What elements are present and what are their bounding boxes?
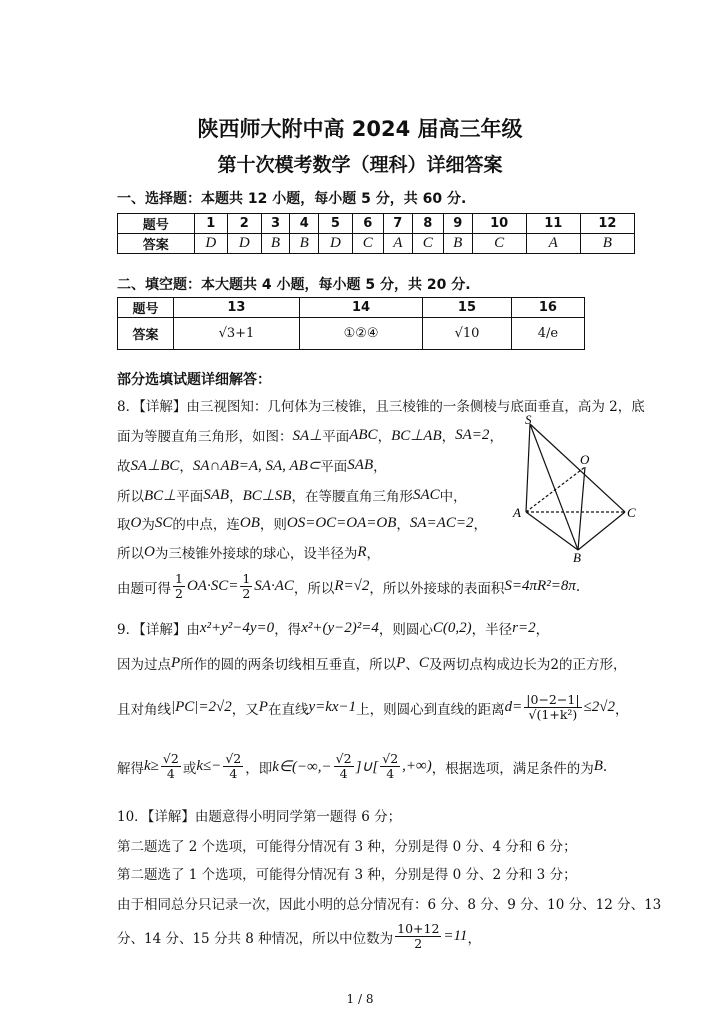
- numerator: 1: [175, 571, 183, 586]
- text-segment: 在直线: [267, 701, 309, 718]
- question-number: 6: [352, 214, 383, 234]
- fraction: [223, 752, 243, 782]
- question-number: 14: [299, 298, 422, 318]
- text-segment: ，: [441, 429, 456, 445]
- text-segment: 第二题选了 1 个选项，可能得分情况有 3 种，分别是得 0 分、2 分和 3 分；: [117, 867, 577, 883]
- text-line: [117, 653, 626, 673]
- text-segment: 中，: [439, 489, 467, 505]
- text-segment: ，则圆心: [378, 622, 433, 638]
- math-expression: x²+y²−4y=0: [199, 619, 275, 636]
- text-line: [117, 835, 577, 855]
- choice-answer-table: [117, 213, 635, 254]
- label-A: A: [513, 505, 521, 520]
- denominator: √(1+k²): [528, 707, 578, 723]
- math-expression: SA·AC: [254, 578, 294, 595]
- math-expression: SAC: [412, 486, 440, 503]
- fraction: [334, 752, 354, 782]
- text-line: [117, 618, 549, 638]
- question-number: 8: [412, 214, 443, 234]
- text-segment: 第二题选了 2 个选项，可能得分情况有 3 种，分别是得 0 分、4 分和 6 分；: [117, 839, 577, 855]
- question-number: 2: [228, 214, 262, 234]
- math-expression: ≤2√2: [583, 699, 615, 716]
- text-segment: 由于相同总分只记录一次，因此小明的总分情况有：6 分、8 分、9 分、10 分、12 分、13: [117, 897, 662, 913]
- text-segment: 且对角线: [117, 701, 171, 718]
- question-number: 12: [580, 214, 634, 234]
- answer-cell: 4/e: [511, 318, 584, 350]
- math-expression: R=√2: [334, 578, 370, 595]
- text-segment: 10．【详解】由题意得小明同学第一题得 6 分；: [117, 809, 402, 825]
- text-segment: .: [602, 758, 608, 775]
- text-segment: ，所以外接球的表面积: [369, 580, 505, 597]
- fraction: [240, 572, 252, 602]
- answer-cell: D: [319, 234, 353, 254]
- text-segment: ，: [373, 459, 387, 475]
- text-line: [117, 455, 387, 475]
- denominator: 2: [242, 586, 251, 602]
- question-number: 7: [383, 214, 412, 234]
- text-segment: 解得: [117, 760, 144, 777]
- section1-heading: 一、选择题：本题共 12 小题，每小题 5 分，共 60 分.: [117, 191, 467, 207]
- text-segment: 平面: [322, 429, 350, 445]
- text-segment: ，: [179, 459, 193, 475]
- denominator: 2: [414, 936, 423, 952]
- text-segment: 所以: [117, 489, 144, 505]
- text-segment: ，: [396, 517, 410, 533]
- math-expression: O: [144, 543, 155, 560]
- text-segment: ，: [615, 701, 629, 718]
- answer-cell: C: [352, 234, 383, 254]
- answer-cell: C: [412, 234, 443, 254]
- text-segment: 所作的圆的两条切线相互垂直，所以: [180, 657, 397, 673]
- answer-cell: A: [383, 234, 412, 254]
- text-segment: ，: [229, 489, 243, 505]
- math-expression: =11: [443, 928, 468, 945]
- math-expression: SAB: [347, 456, 374, 473]
- row-label: 题号: [118, 214, 195, 234]
- text-segment: 上，则圆心到直线的距离: [356, 701, 505, 718]
- text-line: [117, 893, 661, 913]
- text-segment: ，: [489, 429, 503, 445]
- text-segment: 、: [405, 657, 419, 673]
- question-number: 3: [261, 214, 290, 234]
- math-expression: y=kx−1: [308, 699, 357, 716]
- text-segment: 8．【详解】由三视图知：几何体为三棱锥，且三棱锥的一条侧棱与底面垂直，高为 2，底: [117, 399, 645, 415]
- text-segment: ，根据选项，满足条件的为: [431, 760, 594, 777]
- numerator: |0−2−1|: [526, 692, 580, 707]
- text-line: [117, 863, 577, 883]
- fill-answer-table: [117, 297, 585, 350]
- question-number: 11: [526, 214, 580, 234]
- text-segment: 所以: [117, 546, 144, 562]
- text-line: [117, 693, 629, 723]
- answer-cell: B: [290, 234, 319, 254]
- math-expression: R: [357, 543, 367, 560]
- text-segment: 因为过点: [117, 657, 171, 673]
- math-expression: k∈(−∞,−: [272, 759, 332, 776]
- math-expression: BC⊥AB: [391, 427, 442, 444]
- numerator: 10+12: [397, 921, 440, 936]
- text-segment: 分、14 分、15 分共 8 种情况，所以中位数为: [117, 930, 394, 947]
- denominator: 2: [175, 586, 183, 602]
- numerator: √2: [225, 751, 242, 766]
- text-segment: ，: [473, 517, 487, 533]
- question-number: 16: [511, 298, 584, 318]
- text-segment: ，则: [259, 517, 287, 533]
- text-segment: ，: [467, 930, 481, 947]
- text-segment: ，: [377, 429, 392, 445]
- math-expression: SA∩AB=A, SA, AB⊂: [192, 457, 321, 474]
- fraction: [380, 752, 400, 782]
- answer-cell: √10: [423, 318, 512, 350]
- text-line: [117, 752, 607, 782]
- text-segment: 为三棱锥外接球的球心，设半径为: [154, 546, 358, 562]
- text-line: [117, 425, 503, 445]
- math-expression: ,+∞): [402, 758, 432, 775]
- text-segment: 为: [141, 517, 155, 533]
- row-label: 答案: [118, 318, 174, 350]
- answer-cell: B: [443, 234, 472, 254]
- math-expression: r=2: [512, 619, 536, 636]
- page-subtitle: 第十次模考数学（理科）详细答案: [217, 154, 503, 176]
- label-S: S: [525, 412, 532, 427]
- text-line: [117, 805, 401, 825]
- numerator: √2: [335, 751, 352, 766]
- math-expression: SA=AC=2: [409, 514, 474, 531]
- question-number: 5: [319, 214, 353, 234]
- math-expression: BC⊥SB: [242, 487, 292, 504]
- math-expression: SA⊥: [292, 427, 323, 444]
- text-segment: 面为等腰直角三角形，如图：: [117, 429, 293, 445]
- text-line: [117, 485, 467, 505]
- denominator: 4: [339, 766, 348, 782]
- question-number: 10: [472, 214, 526, 234]
- math-expression: C(0,2): [432, 619, 472, 636]
- question-number: 4: [290, 214, 319, 234]
- text-segment: 及两切点构成边长为2的正方形，: [428, 657, 627, 673]
- text-segment: ，即: [245, 760, 273, 777]
- math-expression: OA·SC=: [186, 578, 239, 595]
- math-expression: P: [171, 654, 181, 671]
- question-number: 13: [174, 298, 300, 318]
- math-expression: S=4πR²=8π: [504, 578, 576, 595]
- question-number: 15: [423, 298, 512, 318]
- row-label: 题号: [118, 298, 174, 318]
- math-expression: O: [130, 514, 142, 531]
- question-number: 1: [194, 214, 228, 234]
- math-expression: ]∪[: [355, 759, 379, 776]
- math-expression: k≥: [144, 758, 159, 775]
- math-expression: P: [258, 699, 268, 716]
- label-C: C: [627, 505, 636, 520]
- detail-heading: 部分选填试题详细解答：: [117, 372, 271, 388]
- denominator: 4: [229, 766, 238, 782]
- fraction: [524, 693, 581, 723]
- text-line: [117, 572, 580, 602]
- answer-cell: √3+1: [174, 318, 300, 350]
- label-B: B: [573, 550, 581, 562]
- math-expression: OS=OC=OA=OB: [286, 514, 397, 531]
- text-segment: 平面: [176, 489, 204, 505]
- section2-heading: 二、填空题：本大题共 4 小题，每小题 5 分，共 20 分.: [117, 277, 471, 293]
- fraction: [395, 922, 441, 952]
- text-segment: 9．【详解】由: [117, 622, 200, 638]
- text-line: [117, 542, 380, 562]
- text-line: [117, 513, 487, 533]
- answer-cell: D: [228, 234, 262, 254]
- text-segment: 的中点，连: [172, 517, 240, 533]
- numerator: √2: [382, 751, 399, 766]
- math-expression: SA⊥BC: [130, 457, 180, 474]
- answer-cell: A: [526, 234, 580, 254]
- text-segment: 取: [117, 517, 131, 533]
- text-segment: 由题可得: [117, 580, 171, 597]
- text-segment: 故: [117, 459, 131, 475]
- math-expression: ABC: [349, 426, 378, 443]
- answer-cell: B: [580, 234, 634, 254]
- math-expression: C: [418, 654, 429, 671]
- math-expression: P: [396, 654, 406, 671]
- question-number: 9: [443, 214, 472, 234]
- fraction: [161, 752, 181, 782]
- row-label: 答案: [118, 234, 195, 254]
- math-expression: SAB: [203, 486, 230, 503]
- pyramid-figure: [510, 412, 640, 562]
- text-segment: ，得: [274, 622, 302, 638]
- math-expression: x²+(y−2)²=4: [301, 619, 379, 636]
- text-line: [117, 922, 481, 952]
- math-expression: d=: [504, 699, 523, 716]
- text-segment: ，: [535, 622, 550, 638]
- text-segment: ，所以: [293, 580, 335, 597]
- denominator: 4: [166, 766, 175, 782]
- text-segment: 平面: [320, 459, 348, 475]
- page-title: 陕西师大附中高 2024 届高三年级: [197, 117, 523, 141]
- answer-cell: B: [261, 234, 290, 254]
- numerator: 1: [242, 571, 251, 586]
- answer-cell: ①②④: [299, 318, 422, 350]
- answer-cell: D: [194, 234, 228, 254]
- math-expression: k≤−: [196, 758, 222, 775]
- math-expression: |PC|=2√2: [171, 699, 232, 716]
- text-segment: 或: [182, 760, 197, 777]
- numerator: √2: [162, 751, 179, 766]
- math-expression: BC⊥: [144, 487, 177, 504]
- denominator: 4: [386, 766, 395, 782]
- fraction: [173, 572, 185, 602]
- math-expression: SC: [154, 514, 173, 531]
- math-expression: OB: [239, 514, 260, 531]
- text-segment: .: [575, 578, 581, 595]
- text-segment: ，在等腰直角三角形: [291, 489, 413, 505]
- text-segment: ，半径: [471, 622, 513, 638]
- text-segment: ，: [366, 546, 381, 562]
- math-expression: SA=2: [455, 426, 490, 443]
- label-O: O: [580, 452, 590, 467]
- text-segment: ，又: [231, 701, 259, 718]
- page-number: 1 / 8: [346, 992, 374, 1006]
- answer-cell: C: [472, 234, 526, 254]
- math-expression: B: [593, 758, 603, 775]
